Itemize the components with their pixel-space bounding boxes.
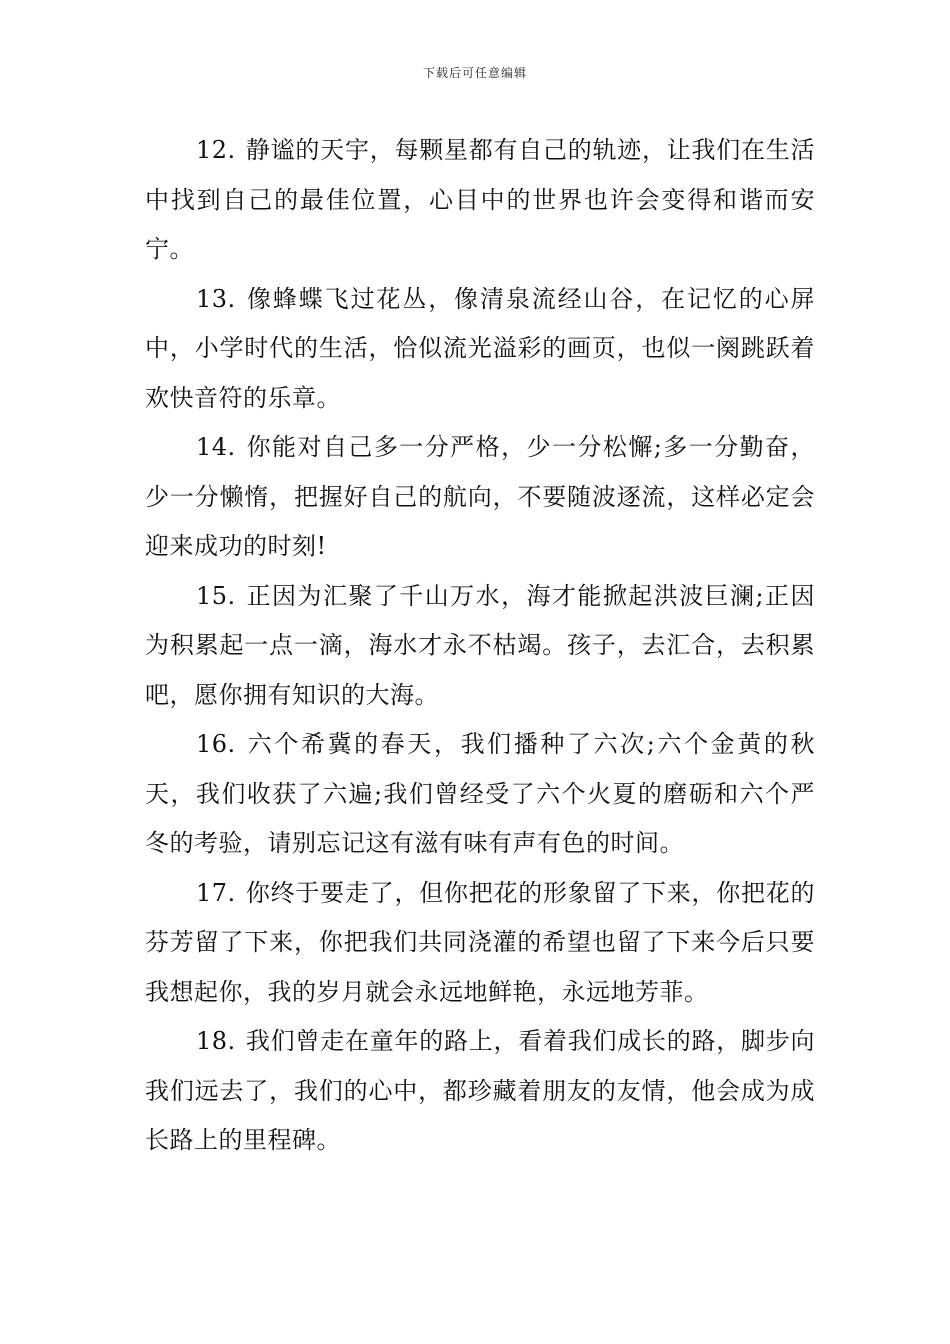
paragraph-number: 14. xyxy=(196,433,236,461)
paragraph-17 xyxy=(145,869,815,1018)
paragraph-18 xyxy=(145,1017,815,1166)
paragraph-text: 像蜂蝶飞过花丛，像清泉流经山谷，在记忆的心屏中，小学时代的生活，恰似流光溢彩的画页，也似一阕跳跃着欢快音符的乐章。 xyxy=(145,284,815,412)
paragraph-number: 17. xyxy=(196,878,236,907)
paragraph-text: 我们曾走在童年的路上，看着我们成长的路，脚步向我们远去了，我们的心中，都珍藏着朋友的友情，他会成为成长路上的里程碑。 xyxy=(145,1027,815,1154)
paragraph-number: 18. xyxy=(196,1027,236,1055)
paragraph-12 xyxy=(145,126,815,275)
paragraph-number: 15. xyxy=(196,581,236,610)
paragraph-text: 静谧的天宇，每颗星都有自己的轨迹，让我们在生活中找到自己的最佳位置，心目中的世界也许会变得和谐而安宁。 xyxy=(145,136,815,263)
paragraph-text: 六个希冀的春天，我们播种了六次;六个金黄的秋天，我们收获了六遍;我们曾经受了六个火夏的磨砺和六个严冬的考验，请别忘记这有滋有味有声有色的时间。 xyxy=(145,730,815,857)
paragraph-number: 12. xyxy=(196,136,236,164)
paragraph-13 xyxy=(145,275,815,424)
paragraph-14 xyxy=(145,423,815,572)
paragraph-text: 你终于要走了，但你把花的形象留了下来，你把花的芬芳留了下来，你把我们共同浇灌的希望也留了下来今后只要我想起你，我的岁月就会永远地鲜艳，永远地芳菲。 xyxy=(145,878,815,1006)
paragraph-text: 正因为汇聚了千山万水，海才能掀起洪波巨澜;正因为积累起一点一滴，海水才永不枯竭。孩子，去汇合，去积累吧，愿你拥有知识的大海。 xyxy=(145,581,815,709)
paragraph-15 xyxy=(145,572,815,721)
paragraph-number: 13. xyxy=(196,284,236,313)
paragraph-16 xyxy=(145,720,815,869)
page-header: 下载后可任意编辑 xyxy=(422,66,527,80)
paragraph-text: 你能对自己多一分严格，少一分松懈;多一分勤奋，少一分懒惰，把握好自己的航向，不要随波逐流，这样必定会迎来成功的时刻! xyxy=(145,433,815,560)
document-body xyxy=(145,126,815,1166)
paragraph-number: 16. xyxy=(196,730,236,758)
